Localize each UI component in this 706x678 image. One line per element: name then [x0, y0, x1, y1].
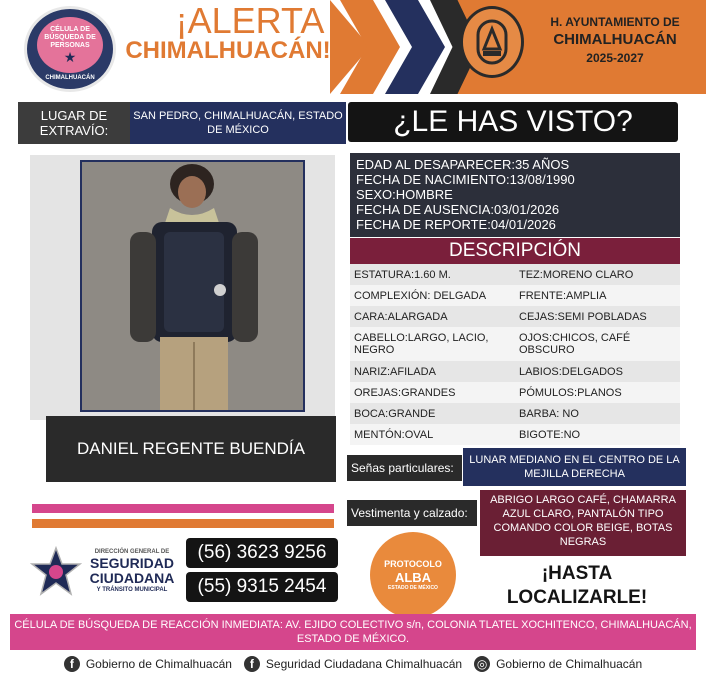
footer [0, 652, 706, 676]
globe-icon[interactable]: ◎ [474, 656, 490, 672]
description-cell: ESTATURA:1.60 M. [354, 268, 451, 281]
alba-line2: ALBA [394, 569, 432, 585]
star-icon: ★ [63, 49, 77, 65]
description-cell: BIGOTE:NO [519, 428, 581, 441]
description-cell: BOCA:GRANDE [354, 407, 436, 420]
headline: ¿LE HAS VISTO? [348, 102, 678, 142]
description-cell: FRENTE:AMPLIA [519, 289, 607, 302]
ayuntamiento-period: 2025-2027 [586, 51, 644, 65]
location-label: LUGAR DE EXTRAVÍO: [18, 102, 130, 144]
description-cell: COMPLEXIÓN: DELGADA [354, 289, 487, 302]
description-cell: MENTÓN:OVAL [354, 428, 434, 441]
alert-subtitle: CHIMALHUACÁN! [125, 37, 331, 64]
busqueda-logo-caption: CHIMALHUACÁN [45, 75, 95, 81]
footer-link-seguridad[interactable]: Seguridad Ciudadana Chimalhuacán [265, 657, 463, 671]
seguridad-line3: Y TRÁNSITO MUNICIPAL [96, 587, 168, 593]
ayuntamiento-line2: CHIMALHUACÁN [553, 31, 677, 48]
celula-address: CÉLULA DE BÚSQUEDA DE REACCIÓN INMEDIATA: AV. EJIDO COLECTIVO s/n, COLONIA TLATEL XOCHITENCO, CHIMALHUACÁN, ESTADO DE MÉXICO. [10, 614, 696, 650]
description-title: DESCRIPCIÓN [350, 238, 680, 264]
vestimenta-label: Vestimenta y calzado: [347, 500, 477, 526]
info-sexo: SEXO:HOMBRE [356, 187, 453, 202]
description-cell: TEZ:MORENO CLARO [519, 268, 634, 281]
description-row [350, 306, 680, 327]
pink-divider [32, 504, 334, 513]
alba-text [384, 559, 442, 592]
description-cell: BARBA: NO [519, 407, 579, 420]
protocolo-alba-logo [370, 532, 456, 618]
seguridad-logo-text [86, 548, 178, 594]
footer-link-web[interactable]: Gobierno de Chimalhuacán [496, 657, 643, 671]
description-row [350, 285, 680, 306]
senas-value: LUNAR MEDIANO EN EL CENTRO DE LA MEJILLA DERECHA [463, 448, 686, 486]
person-name: DANIEL REGENTE BUENDÍA [46, 416, 336, 482]
orange-divider [32, 519, 334, 528]
description-cell: CABELLO:LARGO, LACIO, NEGRO [354, 332, 489, 356]
description-row [350, 264, 680, 285]
info-nacimiento: FECHA DE NACIMIENTO:13/08/1990 [356, 172, 575, 187]
hasta-line2: LOCALIZARLE! [506, 587, 648, 608]
facebook-icon[interactable]: f [244, 656, 260, 672]
seguridad-line2: CIUDADANA [89, 570, 175, 586]
phone-number[interactable]: (56) 3623 9256 [186, 538, 338, 568]
busqueda-logo [24, 6, 116, 92]
alert-title: ¡ALERTA [175, 0, 325, 41]
ayuntamiento-name [530, 14, 700, 66]
description-cell: NARIZ:AFILADA [354, 365, 436, 378]
description-row [350, 327, 680, 361]
person-info [350, 153, 680, 237]
hasta-line1: ¡HASTA [541, 563, 613, 584]
description-cell: OREJAS:GRANDES [354, 386, 456, 399]
description-cell: OJOS:CHICOS, CAFÉ OBSCURO [519, 332, 631, 356]
description-row [350, 361, 680, 382]
description-row [350, 424, 680, 445]
footer-link-gobierno[interactable]: Gobierno de Chimalhuacán [85, 657, 232, 671]
description-cell: LABIOS:DELGADOS [519, 365, 623, 378]
location-value: SAN PEDRO, CHIMALHUACÁN, ESTADO DE MÉXICO [130, 102, 346, 144]
seguridad-line1: SEGURIDAD [89, 555, 174, 571]
info-ausencia: FECHA DE AUSENCIA:03/01/2026 [356, 202, 560, 217]
description-table [350, 264, 680, 445]
description-row [350, 382, 680, 403]
description-cell: CARA:ALARGADA [354, 310, 448, 323]
alba-line1: PROTOCOLO [384, 558, 442, 569]
ayuntamiento-line1: H. AYUNTAMIENTO DE [550, 15, 680, 29]
description-cell: CEJAS:SEMI POBLADAS [519, 310, 647, 323]
facebook-icon[interactable]: f [64, 656, 80, 672]
busqueda-logo-badge [37, 17, 103, 73]
info-edad: EDAD AL DESAPARECER:35 AÑOS [356, 157, 570, 172]
ayuntamiento-seal-icon [460, 6, 524, 78]
senas-label: Señas particulares: [347, 455, 462, 481]
description-cell: PÓMULOS:PLANOS [519, 386, 622, 399]
vestimenta-value: ABRIGO LARGO CAFÉ, CHAMARRA AZUL CLARO, PANTALÓN TIPO COMANDO COLOR BEIGE, BOTAS NEGRAS [480, 490, 686, 556]
police-star-icon [30, 546, 82, 598]
phone-number[interactable]: (55) 9315 2454 [186, 572, 338, 602]
hasta-localizarle [482, 562, 672, 610]
busqueda-logo-text: CÉLULA DE BÚSQUEDA DE PERSONAS [44, 26, 96, 49]
info-reporte: FECHA DE REPORTE:04/01/2026 [356, 217, 556, 232]
alba-line3: ESTADO DE MÉXICO [388, 584, 438, 591]
description-row [350, 403, 680, 424]
seguridad-small: DIRECCIÓN GENERAL DE [94, 549, 170, 555]
person-photo [80, 160, 305, 412]
